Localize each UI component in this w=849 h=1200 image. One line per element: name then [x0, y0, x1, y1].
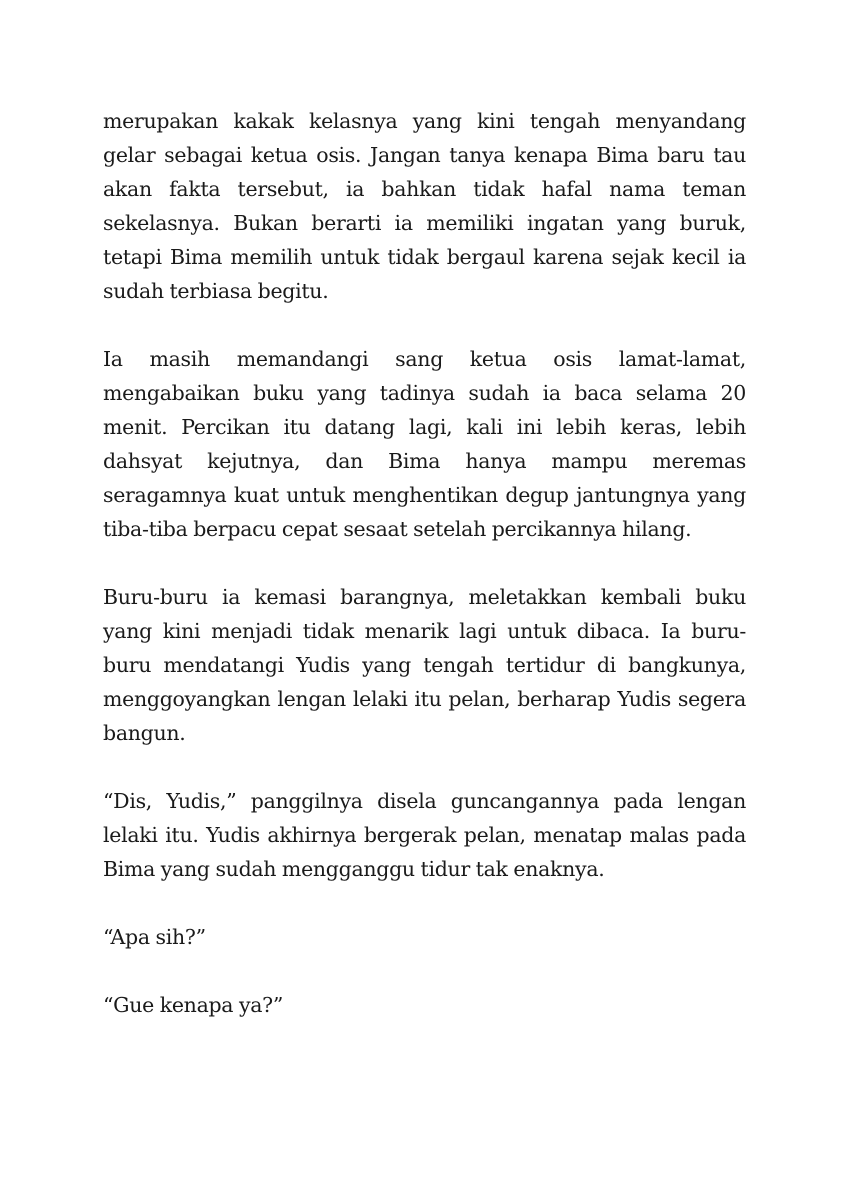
paragraph-1: merupakan kakak kelasnya yang kini tengah menyandang gelar sebagai ketua osis. Jangan tanya kenapa Bima baru tau akan fakta tersebut, ia bahkan tidak hafal nama teman sekelasnya. Bukan berarti ia memiliki ingatan yang buruk, tetapi Bima memilih untuk tidak bergaul karena sejak kecil ia sudah terbiasa begitu. [103, 109, 746, 303]
dialogue-line-2: “Gue kenapa ya?” [103, 993, 284, 1017]
dialogue-line-1: “Apa sih?” [103, 925, 206, 949]
body-text [103, 104, 746, 1056]
paragraph-2: Ia masih memandangi sang ketua osis lamat-lamat, mengabaikan buku yang tadinya sudah ia baca selama 20 menit. Percikan itu datang lagi, kali ini lebih keras, lebih dahsyat kejutnya, dan Bima hanya mampu meremas seragamnya kuat untuk menghentikan degup jantungnya yang tiba-tiba berpacu cepat sesaat setelah percikannya hilang. [103, 347, 746, 541]
paragraph-3: Buru-buru ia kemasi barangnya, meletakkan kembali buku yang kini menjadi tidak menarik lagi untuk dibaca. Ia buru-buru mendatangi Yudis yang tengah tertidur di bangkunya, menggoyangkan lengan lelaki itu pelan, berharap Yudis segera bangun. [103, 585, 746, 745]
paragraph-4: “Dis, Yudis,” panggilnya disela guncangannya pada lengan lelaki itu. Yudis akhirnya bergerak pelan, menatap malas pada Bima yang sudah mengganggu tidur tak enaknya. [103, 789, 746, 881]
